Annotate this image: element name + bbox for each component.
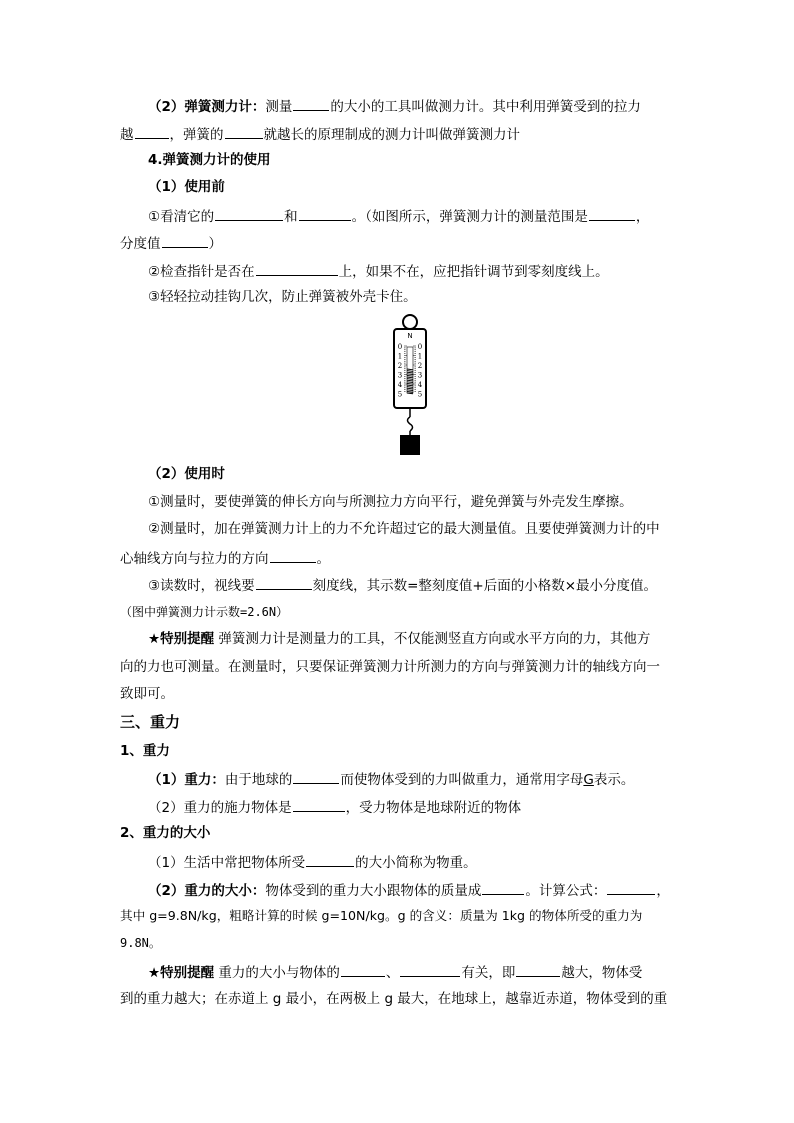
heading-spring-usage: 4.弹簧测力计的使用 [148,152,271,168]
fill-blank[interactable] [135,124,169,139]
text: ） [208,236,222,252]
tip-label: ★特别提醒 [148,631,215,647]
fill-blank[interactable] [215,206,283,221]
text: 心轴线方向与拉力的方向 [120,551,269,567]
reading-note: （图中弹簧测力计示数=2.6N） [120,605,289,619]
text: ， [635,209,650,225]
fill-blank[interactable] [270,548,316,563]
paragraph-gravity-magnitude [148,880,670,900]
paragraph-spring-definition-cont [120,124,520,144]
tick-label-left: 1 [397,352,403,361]
paragraph-g-value-cont: 9.8N。 [120,936,161,950]
special-tip-spring-line3: 致即可。 [120,686,174,702]
tick-label-right: 5 [417,390,423,399]
fill-blank[interactable] [256,575,312,590]
text: 越大，物体受 [561,965,643,981]
special-tip-spring [148,630,650,648]
text: 分度值 [120,236,161,252]
text: 、 [385,965,400,981]
text: 越 [120,127,134,143]
paragraph-during-2-cont [120,548,330,568]
fill-blank[interactable] [299,206,351,221]
fill-blank[interactable] [162,233,208,248]
paragraph-before-2 [148,261,609,281]
tick-label-right: 0 [417,343,423,351]
spring-scale-figure [385,313,435,458]
text: 。（如图所示，弹簧测力计的测量范围是 [351,209,588,225]
text: 弹簧测力计是测量力的工具，不仅能测竖直方向或水平方向的力，其他方 [214,631,651,647]
tip-label: ★特别提醒 [148,965,215,981]
text: 上，如果不在，应把指针调节到零刻度线上。 [338,264,609,280]
paragraph-during-3 [148,575,657,595]
paragraph-before-3: ③轻轻拉动挂钩几次，防止弹簧被外壳卡住。 [148,289,417,305]
tick-label-left: 5 [397,390,403,399]
special-tip-gravity [148,962,642,982]
fill-blank[interactable] [293,96,329,111]
fill-blank[interactable] [482,880,524,895]
fill-blank[interactable] [516,962,560,977]
text: 表示。 [593,772,635,788]
text: ②检查指针是否在 [148,264,255,280]
spring-definition-label: （2）弹簧测力计： [148,99,266,115]
paragraph-gravity-1 [148,769,634,789]
fill-blank[interactable] [589,206,635,221]
text: 而使物体受到的力叫做重力，通常用字母 [340,772,584,788]
paragraph-before-1-cont [120,233,222,253]
heading-before-use: （1）使用前 [148,179,225,195]
fill-blank[interactable] [306,852,354,867]
tick-label-right: 3 [417,371,423,380]
fill-blank[interactable] [225,124,263,139]
text: 重力的大小与物体的 [214,965,340,981]
tick-label-left: 3 [397,371,403,380]
fill-blank[interactable] [400,962,460,977]
text: 刻度线，其示数=整刻度值+后面的小格数×最小分度值。 [312,578,658,594]
fill-blank[interactable] [341,962,385,977]
top-ring [403,315,417,329]
gravity-definition-label: （1）重力： [148,772,225,788]
paragraph-during-2: ②测量时，加在弹簧测力计上的力不允许超过它的最大测量值。且要使弹簧测力计的中 [148,521,660,537]
text: 测量 [265,99,293,115]
text: 。 [316,551,330,567]
heading-gravity-1: 1、重力 [120,743,170,759]
gravity-symbol: G [583,772,594,788]
unit-label: N [407,332,413,340]
tick-label-right: 1 [417,352,423,361]
weight-block [400,435,420,455]
fill-blank[interactable] [293,769,339,784]
text: 。计算公式： [525,883,607,899]
paragraph-weight [148,852,477,872]
hook [408,417,413,431]
heading-during-use: （2）使用时 [148,466,225,482]
fill-blank[interactable] [293,797,345,812]
text: 的大小的工具叫做测力计。其中利用弹簧受到的拉力 [330,99,641,115]
text: ， [656,883,670,899]
paragraph-g-value: 其中 g=9.8N/kg，粗略计算的时候 g=10N/kg。g 的含义：质量为 1kg 的物体所受的重力为 [120,908,643,923]
text: ，受力物体是地球附近的物体 [345,800,522,816]
fill-blank[interactable] [256,261,338,276]
paragraph-during-1: ①测量时，要使弹簧的伸长方向与所测拉力方向平行，避免弹簧与外壳发生摩擦。 [148,494,633,510]
text: 的大小简称为物重。 [355,855,477,871]
special-tip-spring-line2: 向的力也可测量。在测量时，只要保证弹簧测力计所测力的方向与弹簧测力计的轴线方向一 [120,659,660,675]
text: （1）生活中常把物体所受 [148,855,306,871]
special-tip-gravity-line2: 到的重力越大；在赤道上 g 最小，在两极上 g 最大，在地球上，越靠近赤道，物体受到的重 [120,991,668,1007]
tick-label-left: 0 [397,343,403,351]
text: 物体受到的重力大小跟物体的质量成 [265,883,482,899]
tick-label-left: 2 [397,362,403,370]
text: ③读数时，视线要 [148,578,255,594]
gravity-magnitude-label: （2）重力的大小： [148,883,266,899]
fill-blank[interactable] [607,880,655,895]
text: 由于地球的 [224,772,293,788]
text: （2）重力的施力物体是 [148,800,292,816]
text: 和 [284,209,298,225]
text: 就越长的原理制成的测力计叫做弹簧测力计 [263,127,520,143]
paragraph-gravity-2 [148,797,521,817]
paragraph-spring-definition [148,96,641,116]
paragraph-before-1 [148,206,649,226]
tick-label-right: 4 [417,381,423,389]
tick-label-right: 2 [417,362,423,370]
section-heading-gravity: 三、重力 [120,713,181,731]
text: ，弹簧的 [169,127,224,143]
tick-label-left: 4 [397,381,403,389]
text: 有关，即 [461,965,516,981]
text: ①看清它的 [148,209,215,225]
heading-gravity-2: 2、重力的大小 [120,825,211,841]
